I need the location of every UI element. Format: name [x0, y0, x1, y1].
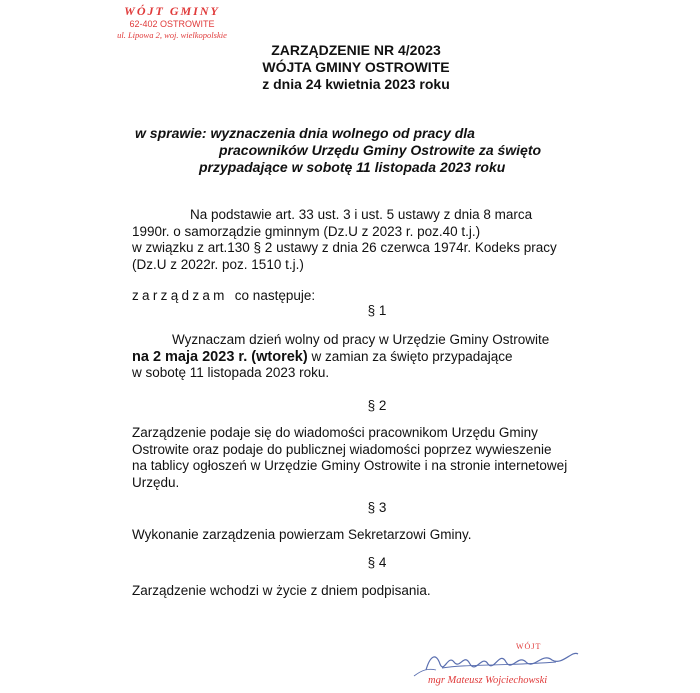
stamp-line-1: WÓJT GMINY	[124, 4, 220, 18]
p2-line-1: Zarządzenie podaje się do wiadomości pracownikom Urzędu Gminy	[132, 425, 538, 440]
section-3-heading: § 3	[367, 500, 387, 515]
subject-line-1: w sprawie: wyznaczenia dnia wolnego od pracy dla	[135, 125, 475, 141]
paragraph-2	[132, 425, 572, 491]
document-date: z dnia 24 kwietnia 2023 roku	[262, 76, 450, 92]
subject-line-2: pracowników Urzędu Gminy Ostrowite za święto	[219, 142, 542, 158]
section-1-heading: § 1	[367, 303, 387, 318]
legal-basis	[132, 207, 557, 273]
p2-line-2: Ostrowite oraz podaje do publicznej wiadomości poprzez wywieszenie	[132, 441, 552, 457]
document-subject	[135, 125, 541, 176]
paragraph-4: Zarządzenie wchodzi w życie z dniem podpisania.	[132, 583, 431, 598]
handwritten-signature	[406, 640, 586, 680]
subject-line-3: przypadające w sobotę 11 listopada 2023 roku	[199, 159, 506, 175]
document-header	[0, 42, 700, 93]
p1-date-bold: na 2 maja 2023 r. (wtorek)	[132, 348, 308, 365]
signature-title: WÓJT	[516, 642, 542, 651]
basis-line-1: Na podstawie art. 33 ust. 3 i ust. 5 ustawy z dnia 8 marca	[190, 207, 533, 222]
document-issuer: WÓJTA GMINY OSTROWITE	[262, 59, 450, 75]
stamp-line-2: 62-402 OSTROWITE	[129, 19, 215, 29]
office-stamp	[112, 4, 232, 41]
signature-block	[406, 640, 586, 693]
basis-line-3: w związku z art.130 § 2 ustawy z dnia 26 czerwca 1974r. Kodeks pracy	[132, 240, 557, 255]
document-title: ZARZĄDZENIE NR 4/2023	[271, 42, 441, 58]
p1-line-1: Wyznaczam dzień wolny od pracy w Urzędzie Gminy Ostrowite	[172, 332, 550, 347]
basis-line-2: 1990r. o samorządzie gminnym (Dz.U z 2023 r. poz.40 t.j.)	[132, 223, 481, 239]
paragraph-1	[132, 332, 549, 382]
p2-line-4: Urzędu.	[132, 474, 180, 490]
section-2-heading: § 2	[367, 398, 387, 413]
p1-line-2-rest: w zamian za święto przypadające	[307, 348, 513, 364]
signature-name: mgr Mateusz Wojciechowski	[428, 675, 548, 686]
basis-line-4: (Dz.U z 2022r. poz. 1510 t.j.)	[132, 256, 304, 272]
paragraph-3: Wykonanie zarządzenia powierzam Sekretarzowi Gminy.	[132, 527, 472, 542]
stamp-line-3: ul. Lipowa 2, woj. wielkopolskie	[117, 30, 227, 41]
p2-line-3: na tablicy ogłoszeń w Urzędzie Gminy Ostrowite i na stronie internetowej	[132, 458, 568, 473]
p1-line-2	[132, 349, 549, 366]
order-verb: zarządzam	[132, 288, 228, 303]
order-tail: co następuje:	[234, 288, 316, 303]
section-4-heading: § 4	[367, 555, 387, 570]
p1-line-3: w sobotę 11 listopada 2023 roku.	[132, 365, 330, 380]
